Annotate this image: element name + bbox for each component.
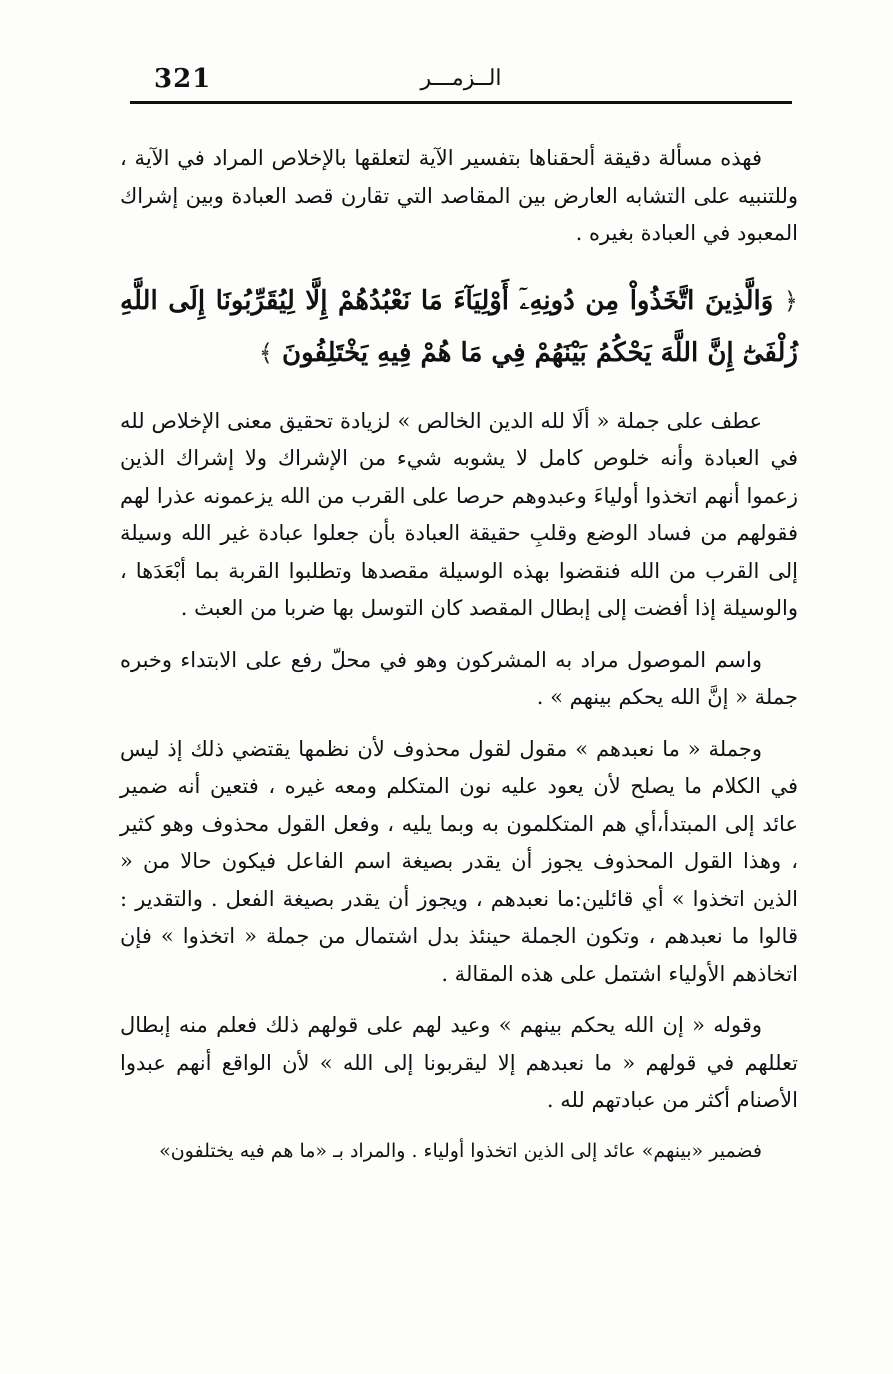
body-text <box>120 140 798 1168</box>
paragraph-relative-noun: واسم الموصول مراد به المشركون وهو في محلّ رفع على الابتداء وخبره جملة « إنَّ الله يحكم بينهم » . <box>120 647 798 709</box>
paragraph-intro: فهذه مسألة دقيقة ألحقناها بتفسير الآية لتعلقها بالإخلاص المراد في الآية ، وللتنبيه على التشابه العارض بين المقاصد التي تقارن قصد العبادة وبين إشراك المعبود في العبادة بغيره . <box>120 146 798 245</box>
verse-text: وَالَّذِينَ اتَّخَذُواْ مِن دُونِهِۦٓ أَوْلِيَآءَ مَا نَعْبُدُهُمْ إِلَّا لِيُقَرِّبُونَا إِلَى اللَّهِ زُلْفَىٰٓ إِنَّ اللَّهَ يَحْكُمُ بَيْنَهُمْ فِي مَا هُمْ فِيهِ يَخْتَلِفُونَ <box>120 285 798 368</box>
paragraph-grammar: وجملة « ما نعبدهم » مقول لقول محذوف لأن نظمها يقتضي ذلك إذ ليس في الكلام ما يصلح لأن يعود عليه نون المتكلم ومعه غيره ، فتعين أنه ضمير عائد إلى المبتدأ،أي هم المتكلمون به وبما يليه ، وفعل القول محذوف وهو كثير ، وهذا القول المحذوف يجوز أن يقدر بصيغة اسم الفاعل فيكون حالا من « الذين اتخذوا » أي قائلين:ما نعبدهم ، ويجوز أن يقدر بصيغة الفعل . والتقدير : قالوا ما نعبدهم ، وتكون الجملة حينئذ بدل اشتمال من جملة « اتخذوا » فإن اتخاذهم الأولياء اشتمل على هذه المقالة . <box>120 736 798 986</box>
verse-open-bracket: ﴿ <box>783 286 798 315</box>
paragraph-threat: وقوله « إن الله يحكم بينهم » وعيد لهم على قولهم ذلك فعلم منه إبطال تعللهم في قولهم « ما نعبدهم إلا ليقربونا إلى الله » لأن الواقع أنهم عبدوا الأصنام أكثر من عبادتهم لله . <box>120 1013 798 1112</box>
page-header <box>130 62 792 102</box>
header-rule <box>130 101 792 104</box>
quran-verse <box>120 275 798 379</box>
page-number: 321 <box>154 64 212 94</box>
running-title: الــزمـــر <box>420 66 502 91</box>
verse-close-bracket: ﴾ <box>258 338 273 367</box>
paragraph-explanation: عطف على جملة « ألَا لله الدين الخالص » لزيادة تحقيق معنى الإخلاص لله في العبادة وأنه خلوص كامل لا يشوبه شيء من الإشراك ولا إشراك الذين زعموا أنهم اتخذوا أولياءَ وعبدوهم حرصا على القرب من الله يزعمونه عذرا لهم فقولهم من فساد الوضع وقلبِ حقيقة العبادة بأن جعلوا عبادة غير الله وسيلة إلى القرب من الله فنقضوا بهذه الوسيلة مقصدها وتطلبوا القربة بما أبْعَدَها ، والوسيلة إذا أفضت إلى إبطال المقصد كان التوسل بها ضربا من العبث . <box>120 408 798 620</box>
paragraph-pronoun: فضمير «بينهم» عائد إلى الذين اتخذوا أولياء . والمراد بـ «ما هم فيه يختلفون» <box>159 1139 762 1162</box>
